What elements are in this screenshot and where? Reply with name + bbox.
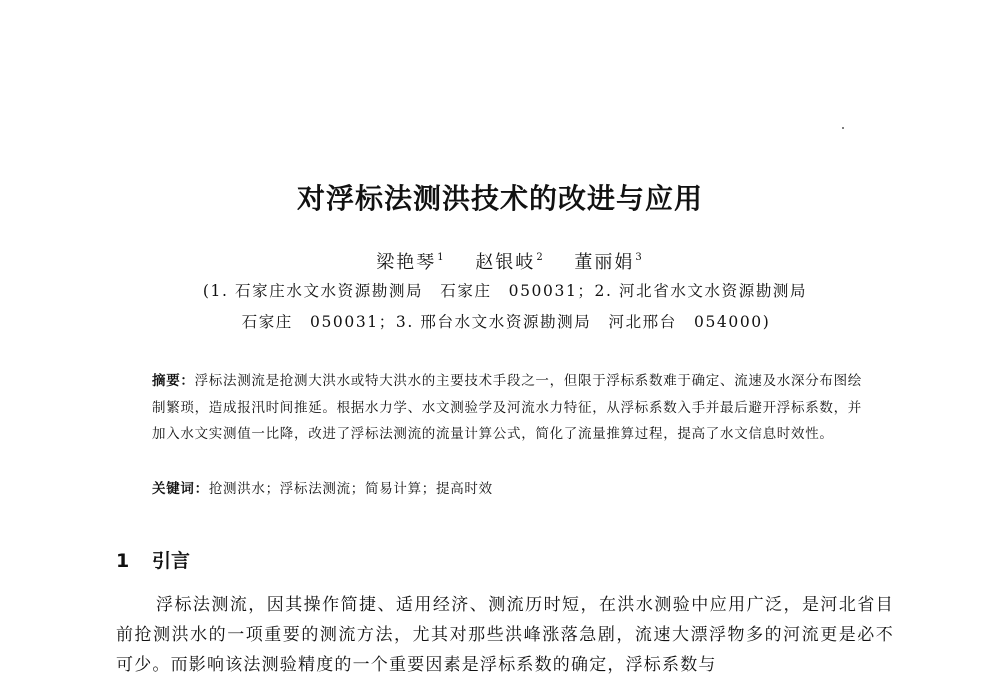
author-2 <box>475 252 542 273</box>
affiliation-line-1: (1. 石家庄水文水资源勘测局 石家庄 050031；2. 河北省水文水资源勘测局 <box>202 282 808 300</box>
abstract-text: 浮标法测流是抢测大洪水或特大洪水的主要技术手段之一，但限于浮标系数难于确定、流速及水深分布图绘制繁琐，造成报汛时间推延。根据水力学、水文测验学及河流水力特征，从浮标系数入手并最后避开浮标系数，并加入水文实测值一比降，改进了浮标法测流的流量计算公式，简化了流量推算过程，提高了水文信息时效性。 <box>152 373 863 442</box>
author-name: 董丽娟 <box>574 252 635 273</box>
section-body-paragraph: 浮标法测流，因其操作简捷、适用经济、测流历时短，在洪水测验中应用广泛，是河北省目前抢测洪水的一项重要的测流方法，尤其对那些洪峰涨落急剧，流速大漂浮物多的河流更是必不可少。而影响该法测验精度的一个重要因素是浮标系数的确定，浮标系数与 <box>116 595 894 675</box>
author-list <box>0 246 1000 275</box>
paper-title: 对浮标法测洪技术的改进与应用 <box>296 182 703 215</box>
abstract <box>152 368 862 448</box>
author-affiliation-mark: 1 <box>437 252 444 263</box>
section-number: 1 <box>116 550 130 572</box>
scan-speck <box>842 127 844 129</box>
author-affiliation-mark: 2 <box>536 252 543 263</box>
keywords-label: 关键词： <box>152 481 209 497</box>
keywords-text: 抢测洪水；浮标法测流；简易计算；提高时效 <box>208 481 493 497</box>
affiliation-line-2: 石家庄 050031；3. 邢台水文水资源勘测局 河北邢台 054000) <box>241 313 771 331</box>
author-3 <box>574 252 641 273</box>
author-name: 赵银岐 <box>475 252 536 273</box>
section-heading <box>116 547 190 575</box>
author-1 <box>376 252 443 273</box>
keywords <box>152 477 862 501</box>
section-title: 引言 <box>152 550 191 572</box>
abstract-label: 摘要： <box>152 373 195 389</box>
author-name: 梁艳琴 <box>376 252 437 273</box>
author-affiliation-mark: 3 <box>635 252 642 263</box>
